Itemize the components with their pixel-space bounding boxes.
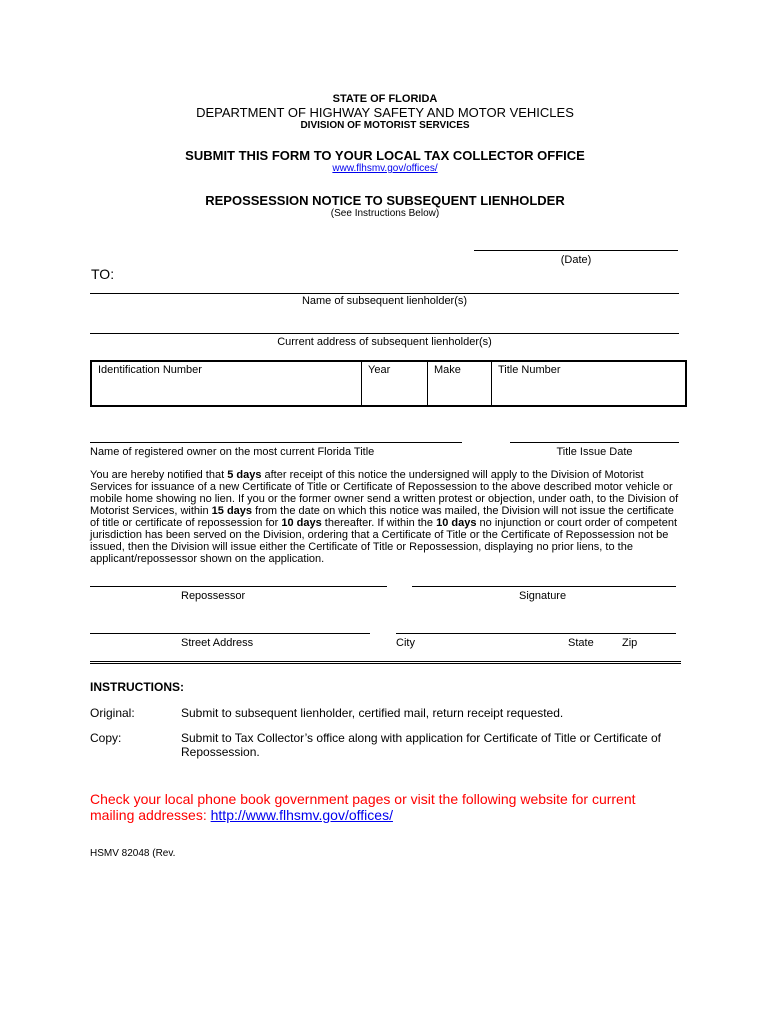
division-heading: DIVISION OF MOTORIST SERVICES: [300, 120, 470, 131]
offices-link[interactable]: www.flhsmv.gov/offices/: [332, 163, 438, 174]
lienholder-name-label: Name of subsequent lienholder(s): [301, 295, 468, 307]
title-number-cell[interactable]: Title Number: [498, 364, 561, 376]
title-issue-date-line[interactable]: [510, 442, 679, 443]
form-title: REPOSSESSION NOTICE TO SUBSEQUENT LIENHOLDER: [205, 193, 565, 208]
date-label: (Date): [560, 254, 592, 266]
copy-label: Copy:: [90, 731, 122, 745]
copy-text: Submit to Tax Collector’s office along with application for Certificate of Title or Certificate of Repossession.: [181, 731, 662, 759]
to-label: TO:: [91, 266, 115, 282]
lienholder-address-label: Current address of subsequent lienholder(s): [277, 336, 492, 348]
lienholder-address-line[interactable]: [90, 333, 679, 334]
identification-number-cell[interactable]: Identification Number: [92, 362, 362, 405]
original-text: Submit to subsequent lienholder, certified mail, return receipt requested.: [181, 706, 564, 720]
instructions-heading: INSTRUCTIONS:: [90, 680, 184, 694]
registered-owner-label: Name of registered owner on the most current Florida Title: [90, 446, 375, 458]
repossessor-label: Repossessor: [181, 590, 246, 602]
lienholder-name-line[interactable]: [90, 293, 679, 294]
offices-url-link[interactable]: http://www.flhsmv.gov/offices/: [210, 807, 393, 823]
signature-line[interactable]: [412, 586, 676, 587]
date-line[interactable]: [474, 250, 678, 251]
registered-owner-line[interactable]: [90, 442, 462, 443]
state-label: State: [568, 637, 594, 649]
street-address-label: Street Address: [181, 637, 254, 649]
city-label: City: [396, 637, 415, 649]
form-number: HSMV 82048 (Rev.: [90, 848, 176, 859]
year-cell[interactable]: Year: [362, 362, 428, 405]
make-cell[interactable]: Make: [428, 362, 492, 405]
street-address-line[interactable]: [90, 633, 370, 634]
original-label: Original:: [90, 706, 135, 720]
repossessor-line[interactable]: [90, 586, 387, 587]
signature-label: Signature: [519, 590, 567, 602]
form-subtitle: (See Instructions Below): [330, 208, 440, 219]
mailing-address-message: Check your local phone book government pages or visit the following website for current mailing addresses: http://www.flhsmv.gov/offices/: [90, 791, 636, 823]
section-divider: [90, 661, 681, 662]
city-state-zip-line[interactable]: [396, 633, 676, 634]
title-issue-date-label: Title Issue Date: [556, 446, 633, 458]
vehicle-table: [90, 360, 687, 407]
state-heading: STATE OF FLORIDA: [332, 93, 438, 105]
submit-instruction: SUBMIT THIS FORM TO YOUR LOCAL TAX COLLECTOR OFFICE: [185, 148, 585, 163]
section-divider-2: [90, 663, 681, 664]
notice-paragraph: You are hereby notified that 5 days after receipt of this notice the undersigned will apply to the Division of Motorist Services for issuance of a new Certificate of Title or Certificate of Repossession to the above described motor vehicle or mobile home showing no lien. If you or the former owner send a written protest or objection, under oath, to the Division of Motorist Services, within 15 days from the date on which this notice was mailed, the Division will not issue the certificate of title or certificate of repossession for 10 days thereafter. If within the 10 days no injunction or court order of competent jurisdiction has been served on the Division, ordering that a Certificate of Title or the Certificate of Repossession not be issued, then the Division will issue either the Certificate of Title or Repossession, displaying no prior liens, to the applicant/repossessor shown on the application.: [90, 469, 679, 565]
department-heading: DEPARTMENT OF HIGHWAY SAFETY AND MOTOR VEHICLES: [196, 105, 574, 120]
zip-label: Zip: [622, 637, 638, 649]
